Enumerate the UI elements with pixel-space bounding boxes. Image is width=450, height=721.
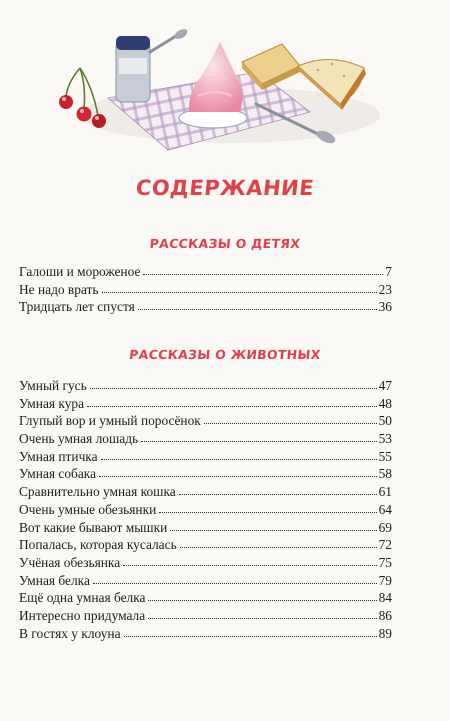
salt-shaker-icon xyxy=(116,36,150,102)
toc-entry[interactable] xyxy=(19,412,392,430)
spoon-icon xyxy=(150,27,189,52)
dot-leader xyxy=(138,308,377,310)
dot-leader xyxy=(170,529,376,531)
toc-entry[interactable] xyxy=(19,298,392,316)
entry-title: Умная собака xyxy=(19,466,97,482)
entry-page: 23 xyxy=(378,281,392,297)
entry-page: 79 xyxy=(378,572,392,588)
toc-entry[interactable] xyxy=(19,448,392,466)
dot-leader xyxy=(159,511,376,513)
dot-leader xyxy=(124,635,377,637)
entry-page: 69 xyxy=(378,519,392,535)
toc-entry[interactable] xyxy=(19,483,392,501)
toc-entry[interactable] xyxy=(19,430,392,448)
entry-page: 50 xyxy=(378,413,392,429)
entry-title: Не надо врать xyxy=(19,281,99,297)
toc-entry[interactable] xyxy=(19,536,392,554)
entry-title: Тридцать лет спустя xyxy=(19,299,135,315)
entry-title: Сравнительно умная кошка xyxy=(19,484,176,500)
entry-title: Умная белка xyxy=(19,572,90,588)
toc-section-animals xyxy=(19,377,392,642)
dot-leader xyxy=(102,291,377,293)
entry-title: Ещё одна умная белка xyxy=(19,590,146,606)
dot-leader xyxy=(180,546,377,548)
entry-page: 53 xyxy=(378,431,392,447)
dot-leader xyxy=(101,458,377,460)
dot-leader xyxy=(87,405,377,407)
toc-entry[interactable] xyxy=(19,554,392,572)
entry-page: 48 xyxy=(378,395,392,411)
toc-entry[interactable] xyxy=(19,377,392,395)
entry-page: 7 xyxy=(385,264,392,279)
entry-title: Умная птичка xyxy=(19,448,98,464)
dot-leader xyxy=(148,617,376,619)
entry-title: Очень умная лошадь xyxy=(19,431,139,447)
entry-title: В гостях у клоуна xyxy=(19,625,121,641)
dot-leader xyxy=(143,273,383,275)
toc-entry[interactable] xyxy=(19,465,392,483)
toc-section-children xyxy=(19,263,392,316)
toc-entry[interactable] xyxy=(19,281,392,299)
dot-leader xyxy=(148,599,376,601)
entry-page: 89 xyxy=(378,625,392,641)
entry-title: Галоши и мороженое xyxy=(19,264,141,279)
dot-leader xyxy=(179,493,377,495)
page-title: СОДЕРЖАНИЕ xyxy=(134,176,316,200)
dot-leader xyxy=(99,475,377,477)
toc-entry[interactable] xyxy=(19,572,392,590)
dot-leader xyxy=(93,582,377,584)
entry-title: Глупый вор и умный поросёнок xyxy=(19,413,201,429)
entry-page: 47 xyxy=(378,378,392,393)
entry-page: 75 xyxy=(378,554,392,570)
toc-entry[interactable] xyxy=(19,519,392,537)
dot-leader xyxy=(204,422,377,424)
toc-entry[interactable] xyxy=(19,395,392,413)
dot-leader xyxy=(141,440,376,442)
section-title-animals: РАССКАЗЫ О ЖИВОТНЫХ xyxy=(128,347,322,362)
dot-leader xyxy=(90,387,377,389)
entry-page: 72 xyxy=(378,537,392,553)
entry-title: Умный гусь xyxy=(19,378,87,393)
entry-title: Учёная обезьянка xyxy=(19,554,121,570)
entry-page: 55 xyxy=(378,448,392,464)
section-title-children: РАССКАЗЫ О ДЕТЯХ xyxy=(148,236,302,251)
entry-title: Вот какие бывают мышки xyxy=(19,519,168,535)
dot-leader xyxy=(123,564,376,566)
entry-page: 64 xyxy=(378,501,392,517)
toc-entry[interactable] xyxy=(19,263,392,281)
entry-page: 86 xyxy=(378,607,392,623)
dessert-illustration xyxy=(0,0,450,170)
cherries-icon xyxy=(59,68,106,128)
toc-entry[interactable] xyxy=(19,501,392,519)
toc-entry[interactable] xyxy=(19,625,392,643)
entry-title: Попалась, которая кусалась xyxy=(19,537,177,553)
toc-entry[interactable] xyxy=(19,607,392,625)
entry-page: 58 xyxy=(378,466,392,482)
entry-page: 84 xyxy=(378,590,392,606)
entry-title: Умная кура xyxy=(19,395,85,411)
toc-entry[interactable] xyxy=(19,589,392,607)
entry-title: Очень умные обезьянки xyxy=(19,501,157,517)
entry-title: Интересно придумала xyxy=(19,607,146,623)
entry-page: 36 xyxy=(378,299,392,315)
entry-page: 61 xyxy=(378,484,392,500)
